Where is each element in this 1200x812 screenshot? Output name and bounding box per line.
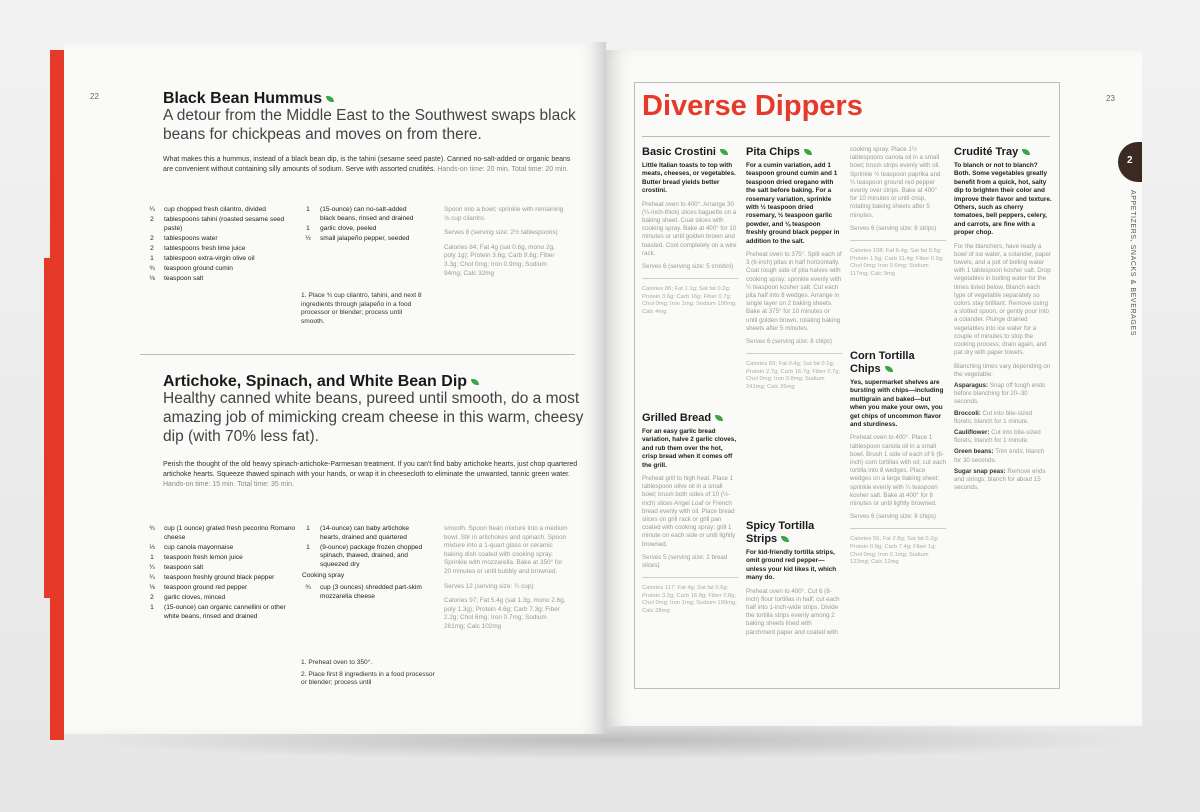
ingredient-quantity: ⅛ [149,584,155,592]
recipe-intro: Perish the thought of the old heavy spinach-artichoke-Parmesan treatment. If you can't find baby artichoke hearts, just chop quartered artichoke hearts. Squeeze thawed spinach with your hands, or wrap it in cheesecloth to eliminate the unwanted, tannic green water. Hands-on time: 15 min. Total time: 35 min. [163,461,578,488]
book-cover-edge [44,258,54,598]
ingredient-quantity: ¼ [149,573,155,581]
ingredient-list-2 [296,525,428,603]
ingredient-row [140,544,300,553]
dipper-intro: For a cumin variation, add 1 teaspoon ground cumin and 1 teaspoon dried oregano with the salt before baking. For a rosemary variation, sprinkle with ½ teaspoon dried rosemary, ½ teaspoon garlic powder, and ⅛ teaspoon freshly ground black pepper in addition to the salt. [746,162,840,245]
dipper-pita-chips [746,146,842,392]
blanching-label: Asparagus: [954,381,990,389]
dipper-title: Pita Chips [746,146,842,159]
chapter-number: 2 [1127,155,1133,166]
dipper-method: For the blanchers, have ready a bowl of ice water, a colander, paper towels, and a pot of boiling water with 1 tablespoon kosher salt. Drop vegetables in boiling water for the times listed below. Blanch each type of vegetable separately so colors stay brilliant. Remove using a slotted spoon, or gently pour into a colander. Plunge drained vegetables into ice water for a couple of minutes to stop the cooking process; drain again, and pat dry with paper towels. [954,242,1051,357]
dipper-title: Crudité Tray [954,146,1052,159]
ingredient-row [296,225,422,234]
page-title: Diverse Dippers [642,90,863,122]
blanching-intro: Blanching times vary depending on the vegetable: [954,362,1051,378]
dipper-title: Corn Tortilla Chips [850,350,915,375]
ingredient-quantity: 1 [306,543,310,551]
ingredient-row [140,216,302,233]
ingredient-row [140,604,300,621]
recipe-time: Hands-on time: 15 min. Total time: 35 min. [163,481,294,488]
ingredient-quantity: 2 [150,216,154,224]
dipper-method: Preheat oven to 375°. Split each of 3 (6-inch) pitas in half horizontally. Coat rough side of pita halves with cooking spray; sprinkle evenly with ¼ teaspoon kosher salt. Cut each pita half into 8 wedges. Arrange in single layer on 2 baking sheets. Bake at 375° for 10 minutes or until golden brown, rotating baking sheets after 5 minutes. [746,251,842,332]
dipper-method: Preheat oven to 400°. Place 1 tablespoon canola oil in a small bowl. Brush 1 side of each of 6 (6-inch) corn tortillas with oil; cut each tortilla into 8 wedges. Place wedges on a large baking sheet; sprinkle evenly with ¼ teaspoon kosher salt. Bake at 400° for 8 minutes or until lightly browned. [850,434,946,508]
ingredient-list [140,525,300,623]
leaf-icon [720,149,728,155]
ingredient-row [140,525,300,542]
ingredient-text: tablespoons fresh lime juice [164,244,246,252]
ingredient-quantity: 1 [150,553,154,561]
ingredient-row [140,584,300,593]
dipper-intro: To blanch or not to blanch? Both. Some vegetables greatly benefit from a quick, hot, salty dip to brighten their color and improve their flavor and texture. Others, such as cherry tomatoes, bell peppers, celery, and carrots, are fine with a proper chop. [954,162,1052,237]
ingredient-text: teaspoon ground cumin [164,265,233,273]
leaf-icon [1022,149,1030,155]
ingredient-row [140,255,302,264]
ingredient-quantity: 2 [150,244,154,252]
dipper-crudite-tray [954,146,1052,492]
dipper-intro: For kid-friendly tortilla strips, omit ground red pepper—unless your kid likes it, which many do. [746,549,837,582]
blanching-times [954,382,1052,492]
ingredient-row [140,594,300,603]
dipper-serves: Serves 6 (serving size: 5 crostini) [642,263,734,271]
ingredient-list [140,206,302,285]
recipe-notes: smooth. Spoon bean mixture into a medium bowl. Stir in artichokes and spinach. Spoon mixture into a 1-quart glass or ceramic baking dish coated with cooking spray. Sprinkle with mozzarella. Bake at 350° for 20 minutes or until bubbly and browned. Serves 12 (serving size: ¼ cup) Calories 97; Fat 5.4g (sat 1.3g, mono 2.6g, poly 1.3g); Protein 4.6g; Carb 7.3g; Fiber 2.2g; Chol 6mg; Iron 0.7mg; Sodium 261mg; Calc 102mg [444,525,568,630]
recipe-subhead: A detour from the Middle East to the Southwest swaps black beans for chickpeas and moves on from there. [163,107,576,143]
dipper-nutrition: Calories 117; Fat 4g; Sat fat 0.6g; Protein 3.2g; Carb 16.8g; Fiber 0.8g; Chol 0mg; Iron 1mg; Sodium 199mg; Calc 28mg [642,585,737,615]
ingredient-text: small jalapeño pepper, seeded [320,234,410,242]
ingredient-quantity: 1 [306,525,310,532]
ingredient-text: teaspoon salt [164,275,204,283]
leaf-icon [781,536,789,542]
blanching-text: Cut into bite-sized florets; blanch for 1 minute. [954,428,1041,445]
dipper-nutrition: Calories 108; Fat 6.4g; Sat fat 0.5g; Protein 1.5g; Carb 11.4g; Fiber 0.9g; Chol 0mg; Iron 0.6mg; Sodium 117mg; Calc 9mg [850,248,944,277]
ingredient-row [140,235,302,244]
leaf-icon [715,415,723,421]
ingredient-quantity: 2 [150,234,154,242]
blanching-text: Trim ends; blanch for 30 seconds. [954,448,1045,464]
blanching-time [954,429,1052,445]
ingredient-quantity: ½ [305,234,311,242]
dipper-intro: For an easy garlic bread variation, halve 2 garlic cloves, and rub them over the hot, crisp bread when it comes off the grill. [642,428,737,469]
dipper-serves: Serves 6 (serving size: 8 chips) [746,338,832,346]
ingredient-quantity: 1 [306,224,310,232]
page-number: 23 [1106,94,1115,103]
dipper-title: Grilled Bread [642,412,738,425]
dipper-crostini [642,146,738,317]
ingredient-text: tablespoons water [164,234,218,242]
ingredient-text: teaspoon salt [164,563,204,571]
leaf-icon [326,96,334,102]
dipper-intro: Little Italian toasts to top with meats, cheeses, or vegetables. Butter bread yields better crostini. [642,162,736,195]
ingredient-quantity: 1 [306,206,310,213]
dipper-spicy-tortilla [746,520,842,637]
recipe-time: Hands-on time: 20 min. Total time: 20 min. [437,166,569,173]
ingredient-text: teaspoon freshly ground black pepper [164,573,275,581]
blanching-time [954,448,1052,464]
ingredient-text: (9-ounce) package frozen chopped spinach, thawed, drained, and squeezed dry [320,543,423,568]
ingredient-quantity: ¾ [305,584,311,592]
blanching-text: Remove ends and strings; blanch for about 15 seconds. [954,467,1046,492]
recipe-step: 1. Place ¾ cup cilantro, tahini, and next 8 ingredients through jalapeño in a food processor or blender; process until smooth. [301,292,422,325]
dipper-title: Spicy Tortilla Strips [746,520,815,545]
dipper-intro: Yes, supermarket shelves are bursting with chips—including multigrain and baked—but when you make your own, you get chips of uncommon flavor and sturdiness. [850,379,944,429]
ingredient-quantity: ¼ [149,563,155,571]
blanching-time [954,468,1052,493]
recipe-steps [301,659,439,691]
cooking-spray-label: Cooking spray [302,572,345,580]
left-page [64,42,606,734]
ingredient-row [140,206,302,215]
chapter-label: APPETIZERS, SNACKS & BEVERAGES [1129,190,1136,336]
blanching-label: Sugar snap peas: [954,467,1008,475]
blanching-text: Cut into bite-sized florets; blanch for 1 minute. [954,409,1033,425]
ingredient-row [140,275,302,284]
blanching-label: Broccoli: [954,409,983,417]
ingredient-quantity: 2 [150,594,154,602]
ingredient-quantity: ⅛ [149,275,155,283]
recipe-step: 2. Place first 8 ingredients in a food processor or blender; process until [301,670,435,687]
ingredient-text: tablespoons tahini (roasted sesame seed paste) [164,216,285,232]
recipe-notes: Spoon into a bowl; sprinkle with remaining ⅛ cup cilantro. Serves 8 (serving size: 2½ tablespoons) Calories 84; Fat 4g (sat 0.6g, mono 2g, poly 1g); Protein 3.6g; Carb 9.6g; Fiber 3.3g; Chol 0mg; Iron 0.9mg; Sodium 94mg; Calc 32mg [444,206,564,277]
dipper-method: cooking spray. Place 1½ tablespoons canola oil in a small bowl; brush strips evenly with oil. Sprinkle ½ teaspoon paprika and ¼ teaspoon ground red pepper evenly over strips. Bake at 400° for 10 minutes or until crisp, rotating baking sheets after 5 minutes. [850,146,941,219]
dipper-continued [850,146,946,278]
ingredient-row [140,245,302,254]
ingredient-row [296,544,428,570]
blanching-label: Cauliflower: [954,428,992,436]
recipe-step: 1. Preheat oven to 350°. [301,659,373,666]
blanching-text: Snap off tough ends before blanching for 20–30 seconds. [954,381,1046,406]
ingredient-text: (14-ounce) can baby artichoke hearts, drained and quartered [320,525,410,541]
ingredient-row [140,265,302,274]
ingredient-quantity: ¾ [149,265,155,273]
recipe-title: Artichoke, Spinach, and White Bean Dip [163,373,479,391]
ingredient-row [140,554,300,563]
ingredient-quantity: ¼ [149,206,155,213]
blanching-label: Green beans: [954,448,996,456]
dipper-nutrition: Calories 86; Fat 1.1g; Sat fat 0.2g; Protein 3.6g; Carb 16g; Fiber 0.7g; Chol 0mg; Iron 1mg; Sodium 190mg; Calc 4mg [642,286,737,316]
blanching-time [954,382,1052,407]
ingredient-text: (15-ounce) can no-salt-added black beans, rinsed and drained [320,206,414,222]
dipper-serves: Serves 6 (serving size: 8 chips) [850,513,936,521]
ingredient-quantity: 1 [150,254,154,262]
dipper-serves: Serves 6 (serving size: 8 strips) [850,224,937,232]
ingredient-row [140,564,300,573]
ingredient-text: teaspoon ground red pepper [164,584,248,592]
recipe-title: Black Bean Hummus [163,90,334,108]
ingredient-text: tablespoon extra-virgin olive oil [164,254,255,262]
ingredient-quantity: ⅓ [149,543,155,551]
leaf-icon [885,366,893,372]
dipper-method: Preheat grill to high heat. Place 1 tablespoon olive oil in a small bowl; brush both sides of 10 (½-inch) slices Angel Loaf or French bread evenly with oil. Place bread slices on grill rack or grill pan coated with cooking spray; grill 1 minute on each side or until lightly browned. [642,475,736,548]
leaf-icon [471,379,479,385]
ingredient-text: cup (3 ounces) shredded part-skim mozzarella cheese [320,584,422,600]
section-divider [140,354,575,355]
ingredient-text: garlic clove, peeled [320,224,377,232]
ingredient-text: teaspoon fresh lemon juice [164,553,243,561]
leaf-icon [804,149,812,155]
dipper-title: Basic Crostini [642,146,738,159]
dipper-method: Preheat oven to 400°. Arrange 30 (¼-inch-thick) slices baguette on a baking sheet. Coat slices with cooking spray. Bake at 400° for 10 minutes or until golden brown and toasted. Cool completely on a wire rack. [642,200,737,257]
title-rule [642,136,1050,137]
ingredient-row [296,525,428,542]
dipper-corn-chips [850,350,946,567]
ingredient-quantity: 1 [150,604,154,612]
blanching-time [954,410,1052,426]
dipper-nutrition: Calories 56; Fat 2.8g; Sat fat 0.2g; Protein 0.9g; Carb 7.4g; Fiber 1g; Chol 0mg; Iron 0.1mg; Sodium 123mg; Calc 12mg [850,536,939,566]
recipe-intro: What makes this a hummus, instead of a black bean dip, is the tahini (sesame seed paste). Canned no-salt-added or organic beans are convenient without containing silly amounts of sodium. Serve with assorted crudités. Hands-on time: 20 min. Total time: 20 min. [163,156,571,173]
ingredient-row [296,235,422,244]
ingredient-row [296,584,428,601]
ingredient-text: cup canola mayonnaise [164,543,234,551]
ingredient-text: cup chopped fresh cilantro, divided [164,206,266,213]
dipper-method: Preheat oven to 400°. Cut 6 (8-inch) flour tortillas in half; cut each half into 1-inch-wide strips. Divide the tortilla strips evenly among 2 baking sheets lined with parchment paper and coated with [746,587,840,636]
ingredient-text: garlic cloves, minced [164,594,226,602]
dipper-grilled-bread [642,412,738,616]
ingredient-text: (15-ounce) can organic cannellini or other white beans, rinsed and drained [164,604,286,620]
ingredient-list [296,206,422,245]
dipper-serves: Serves 5 (serving size: 2 bread slices) [642,553,728,570]
ingredient-text: cup (1 ounce) grated fresh pecorino Romano cheese [164,525,296,541]
ingredient-quantity: ¾ [149,525,155,532]
recipe-subhead: Healthy canned white beans, pureed until smooth, do a most amazing job of mimicking cream cheese in this warm, cheesy dip (with 70% less fat). [163,390,584,445]
ingredient-row [140,574,300,583]
ingredient-row [296,206,422,223]
page-number: 22 [90,92,99,101]
dipper-nutrition: Calories 83; Fat 0.4g; Sat fat 0.1g; Protein 2.7g; Carb 16.7g; Fiber 0.7g; Chol 0mg; Iron 0.8mg; Sodium 241mg; Calc 26mg [746,361,841,391]
